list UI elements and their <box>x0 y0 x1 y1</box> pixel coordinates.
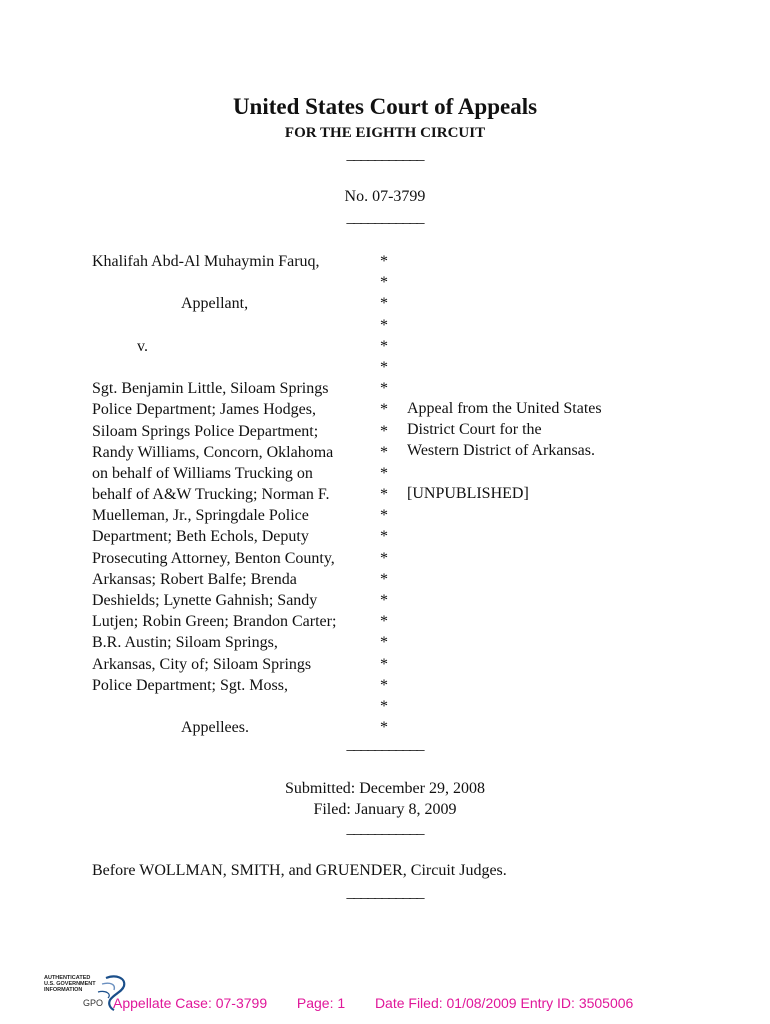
star-marker: * <box>380 655 388 673</box>
dates-block <box>0 778 770 820</box>
star-marker: * <box>380 549 388 567</box>
party-line: Deshields; Lynette Gahnish; Sandy <box>92 592 318 609</box>
appeal-line: Appeal from the United States <box>407 400 602 417</box>
party-line <box>92 336 336 357</box>
party-line: Arkansas, City of; Siloam Springs <box>92 655 312 673</box>
seal-text: U.S. GOVERNMENT <box>44 981 96 987</box>
star-marker: * <box>380 422 388 440</box>
appeal-line: Western District of Arkansas. <box>407 442 595 460</box>
party-line <box>92 696 336 717</box>
star-marker: * <box>380 528 388 546</box>
gpo-mark: GPO <box>83 998 104 1008</box>
party-line: Prosecuting Attorney, Benton County, <box>92 549 335 567</box>
star-marker: * <box>380 676 388 694</box>
appellees-label: Appellees. <box>181 719 249 737</box>
unpublished-label: [UNPUBLISHED] <box>407 484 529 502</box>
party-line: Khalifah Abd-Al Muhaymin Faruq, <box>92 253 320 270</box>
star-marker: * <box>380 316 388 334</box>
star-marker: * <box>380 443 388 461</box>
appeal-line: District Court for the <box>407 421 542 439</box>
divider-rule: ___________ <box>346 736 424 753</box>
star-marker: * <box>380 253 388 270</box>
star-marker: * <box>380 507 388 525</box>
panel-judges: Before WOLLMAN, SMITH, and GRUENDER, Circuit Judges. <box>92 862 507 879</box>
star-marker: * <box>380 613 388 631</box>
divider-rule: ___________ <box>346 146 424 163</box>
seal-text: INFORMATION <box>44 987 83 993</box>
party-line: Sgt. Benjamin Little, Siloam Springs <box>92 380 329 398</box>
party-line: Department; Beth Echols, Deputy <box>92 528 309 546</box>
appeal-info <box>407 398 602 504</box>
party-line: on behalf of Williams Trucking on <box>92 464 313 482</box>
star-marker: * <box>380 570 388 588</box>
star-marker: * <box>380 380 388 398</box>
party-line: Muelleman, Jr., Springdale Police <box>92 507 309 525</box>
party-line: Police Department; Sgt. Moss, <box>92 676 288 694</box>
appellant-label: Appellant, <box>181 295 249 313</box>
party-list <box>92 251 336 738</box>
star-marker: * <box>380 719 388 737</box>
divider-rule: ___________ <box>346 884 424 901</box>
footer-filed: Date Filed: 01/08/2009 Entry ID: 3505006 <box>374 995 634 1011</box>
versus-label: v. <box>137 337 148 355</box>
star-marker: * <box>380 401 388 419</box>
submitted-date: Submitted: December 29, 2008 <box>285 780 485 797</box>
footer-case: Appellate Case: 07-3799 <box>113 995 268 1011</box>
star-marker: * <box>380 697 388 715</box>
seal-text: AUTHENTICATED <box>44 975 91 981</box>
party-line: Siloam Springs Police Department; <box>92 422 319 440</box>
party-line: B.R. Austin; Siloam Springs, <box>92 634 278 652</box>
filed-date: Filed: January 8, 2009 <box>313 801 457 818</box>
star-column <box>380 251 388 738</box>
court-title: United States Court of Appeals <box>232 94 538 119</box>
star-marker: * <box>380 592 388 609</box>
party-line <box>92 272 336 293</box>
divider-rule: ___________ <box>346 820 424 837</box>
party-line <box>92 357 336 378</box>
star-marker: * <box>380 337 388 355</box>
party-line: Arkansas; Robert Balfe; Brenda <box>92 570 297 588</box>
party-line: Lutjen; Robin Green; Brandon Carter; <box>92 613 337 631</box>
party-line: behalf of A&W Trucking; Norman F. <box>92 486 330 504</box>
star-marker: * <box>380 634 388 652</box>
star-marker: * <box>380 486 388 504</box>
circuit-name: FOR THE EIGHTH CIRCUIT <box>284 125 486 141</box>
party-line: Police Department; James Hodges, <box>92 401 316 419</box>
star-marker: * <box>380 464 388 482</box>
footer-page: Page: 1 <box>296 995 346 1011</box>
filing-stamp <box>113 995 633 1011</box>
star-marker: * <box>380 295 388 313</box>
party-line <box>92 315 336 336</box>
case-number: No. 07-3799 <box>344 188 426 205</box>
party-line: Randy Williams, Concorn, Oklahoma <box>92 443 334 461</box>
star-marker: * <box>380 358 388 376</box>
star-marker: * <box>380 274 388 292</box>
party-line <box>92 293 336 314</box>
divider-rule: ___________ <box>346 209 424 226</box>
